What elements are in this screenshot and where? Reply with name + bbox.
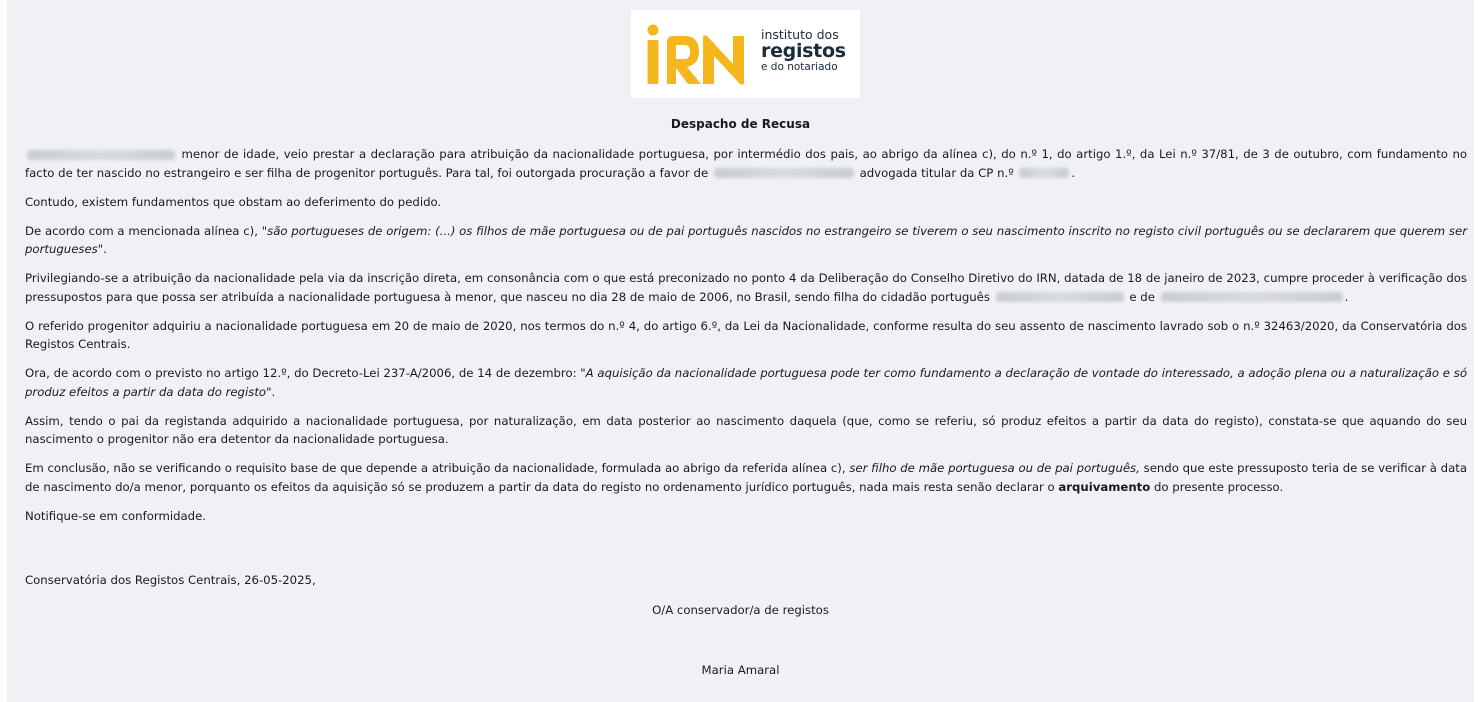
paragraph-6-text-b: ". — [266, 384, 276, 399]
logo-line-3: e do notariado — [761, 61, 838, 73]
paragraph-8-italic: ser filho de mãe portuguesa ou de pai português, — [849, 461, 1140, 475]
document-title: Despacho de Recusa — [670, 117, 811, 131]
paragraph-5: O referido progenitor adquiriu a nacionalidade portuguesa em 20 de maio de 2020, nos termos do n.º 4, do artigo 6.º, da Lei da Nacionalidade, conforme resulta do seu assento de nascimento lavrado sob o n.º 32463/2020, da Conservatória dos Registos Centrais. — [25, 318, 1467, 351]
paragraph-6-quote: A aquisição da nacionalidade portuguesa pode ter como fundamento a declaração de vontade do interessado, a adoção plena ou a naturalização e só produz efeitos a partir da data do registo — [25, 366, 1467, 399]
redacted-lawyer-name — [714, 168, 854, 178]
place-and-date: Conservatória dos Registos Centrais, 26-05-2025, — [25, 573, 316, 587]
paragraph-8 — [25, 459, 1467, 496]
redacted-applicant-name — [27, 150, 175, 160]
paragraph-4 — [25, 269, 1467, 306]
redacted-mother-name — [1161, 292, 1343, 302]
paragraph-4-text-a: Privilegiando-se a atribuição da nacionalidade pela via da inscrição direta, em consonância com o que está preconizado no ponto 4 da Deliberação do Conselho Diretivo do IRN, datada de 18 de janeiro de 2023, cumpre proceder à verificação dos pressupostos para que possa ser atribuída a nacionalidade portuguesa à menor, que nasceu no dia 28 de maio de 2006, no Brasil, sendo filha do cidadão português — [25, 271, 1467, 304]
paragraph-8-text-b: sendo que este pressuposto teria de se verificar à data de nascimento do/a menor, porquanto os efeitos da aquisição só se produzem a partir da data do registo no ordenamento jurídico português, nada mais resta senão declarar o — [25, 461, 1468, 494]
signer-role: O/A conservador/a de registos — [652, 603, 829, 617]
irn-logo-mark-icon — [645, 24, 747, 86]
paragraph-3-quote: são portugueses de origem: (...) os filhos de mãe portuguesa ou de pai português nascidos no estrangeiro se tiverem o seu nascimento inscrito no registo civil português ou se declararem que querem ser portugueses — [25, 223, 1467, 256]
paragraph-4-text-c: . — [1344, 289, 1349, 304]
irn-logo-wordmark — [761, 28, 846, 74]
paragraph-3-text-b: ". — [97, 242, 107, 256]
paragraph-1-text-c: . — [1071, 165, 1076, 180]
document-body — [25, 145, 1467, 536]
paragraph-1 — [25, 145, 1467, 182]
paragraph-4-text-b: e de — [1129, 289, 1155, 304]
document-page — [7, 0, 1474, 702]
paragraph-6-text-a: Ora, de acordo com o previsto no artigo 12.º, do Decreto-Lei 237-A/2006, de 14 de dezembro: " — [25, 366, 586, 380]
paragraph-6 — [25, 364, 1467, 401]
logo-line-1: instituto dos — [761, 27, 839, 42]
paragraph-1-text-a: menor de idade, veio prestar a declaração para atribuição da nacionalidade portuguesa, por intermédio dos pais, ao abrigo da alínea c), do n.º 1, do artigo 1.º, da Lei n.º 37/81, de 3 de outubro, com fundamento no facto de ter nascido no estrangeiro e ser filha de progenitor português. Para tal, foi outorgada procuração a favor de — [25, 147, 1467, 180]
paragraph-8-bold: arquivamento — [1058, 479, 1151, 494]
redacted-cp-number — [1019, 168, 1069, 178]
paragraph-3-text-a: De acordo com a mencionada alínea c), " — [25, 223, 268, 238]
paragraph-1-text-b: advogada titular da CP n.º — [859, 165, 1014, 180]
paragraph-8-text-c: do presente processo. — [1154, 479, 1284, 494]
paragraph-3 — [25, 222, 1467, 259]
signer-name: Maria Amaral — [701, 663, 780, 677]
paragraph-7: Assim, tendo o pai da registanda adquirido a nacionalidade portuguesa, por naturalização, em data posterior ao nascimento daquela (que, como se referiu, só produz efeitos a partir da data do registo), constata-se que aquando do seu nascimento o progenitor não era detentor da nacionalidade portuguesa. — [25, 413, 1467, 446]
logo-line-2: registos — [761, 40, 846, 62]
redacted-father-name — [996, 292, 1124, 302]
irn-logo — [631, 10, 860, 98]
paragraph-9: Notifique-se em conformidade. — [25, 508, 206, 523]
paragraph-2: Contudo, existem fundamentos que obstam ao deferimento do pedido. — [25, 194, 442, 209]
paragraph-8-text-a: Em conclusão, não se verificando o requisito base de que depende a atribuição da nacionalidade, formulada ao abrigo da referida alínea c), — [25, 461, 846, 475]
